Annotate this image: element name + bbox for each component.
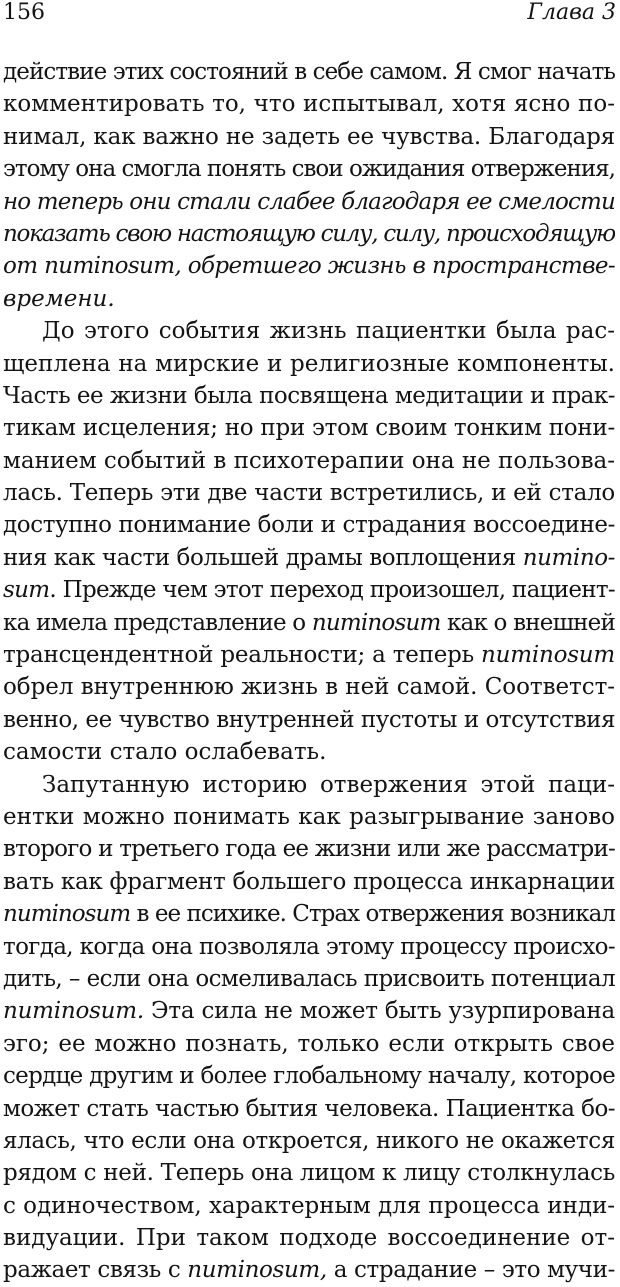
text-line [3,963,615,995]
italic-text-run: numinosum [311,609,441,636]
text-run: действие этих состояний в себе самом. Я смог начать [3,59,615,85]
text-line [3,412,615,444]
italic-text-run: показать свою настоящую силу, силу, происходящую [3,220,615,247]
text-line [3,380,615,412]
body-text [3,56,615,1287]
text-line [3,56,615,88]
text-run: . Прежде чем этот переход произошел, пациент- [49,577,615,604]
text-run: обрел внутреннюю жизнь в ней самой. Соответст- [3,674,615,701]
italic-text-run: numinosum [3,901,131,928]
text-line [3,348,615,380]
text-line [3,1060,615,1092]
italic-text-run: sum [3,577,50,604]
italic-text-run: времени. [3,285,115,312]
text-run: в ее психике. Страх отвержения возникал [130,901,615,928]
text-run: второго и третьего года ее жизни или же рассматри- [3,836,615,863]
chapter-title: Глава 3 [527,0,616,25]
text-line [3,607,615,639]
text-line [3,866,615,898]
text-run: щеплена на мирские и религиозные компоненты. [3,350,615,377]
italic-text-run: от numinosum, обретшего жизнь в пространстве- [3,253,615,280]
text-line [3,639,615,671]
text-line [3,574,615,606]
text-run: Эта сила не может быть узурпирована [143,998,615,1025]
text-line [3,898,615,930]
text-run: тогда, когда она позволяла этому процессу происхо- [3,933,615,960]
text-run: а страдание – это мучи- [326,1257,615,1284]
text-run: дить, – если она осмеливалась присвоить потенциал [3,965,615,992]
text-line [3,704,615,736]
text-line [3,1093,615,1125]
text-line [3,833,615,865]
text-run: сердце другим и более глобальному началу, которое [3,1063,615,1090]
text-run: ния как части большей драмы воплощения [3,544,523,571]
text-run: вать как фрагмент большего процесса инкарнации [3,868,615,895]
text-run: доступно понимание боли и страдания воссоедине- [3,512,615,539]
text-run: рядом с ней. Теперь она лицом к лицу столкнулась [3,1160,615,1187]
text-line [3,671,615,703]
text-run: комментировать то, что испытывал, хотя ясно по- [3,91,615,118]
text-run: может стать частью бытия человека. Пациентка бо- [3,1095,615,1122]
text-line [3,88,615,120]
text-line [3,1254,615,1286]
text-run: манием событий в психотерапии она не пользова- [3,447,615,474]
text-run: этому она смогла понять свои ожидания отвержения, [3,156,615,183]
italic-text-run: numinosum [481,642,615,669]
text-line [3,121,615,153]
text-line [3,283,615,315]
text-run: видуации. При таком подходе воссоединение от- [3,1225,615,1252]
text-run: самости стало ослабевать. [3,739,327,766]
text-line [3,1125,615,1157]
text-line [3,995,615,1027]
page-number: 156 [3,0,45,25]
text-line [3,153,615,185]
text-line [3,186,615,218]
text-line [3,1190,615,1222]
text-run: ялась, что если она откроется, никого не окажется [3,1127,615,1154]
text-run: венно, ее чувство внутренней пустоты и отсутствия [3,706,615,733]
text-run: ка имела представление о [3,609,312,636]
text-run: лась. Теперь эти две части встретились, и ей стало [3,480,615,507]
text-line [3,1157,615,1189]
text-line [3,769,615,801]
text-run: эго; ее можно познать, только если открыть свое [3,1030,615,1057]
italic-text-run: numino- [522,544,615,571]
text-line [3,931,615,963]
text-line [3,509,615,541]
text-run: с одиночеством, характерным для процесса инди- [3,1192,615,1219]
text-run: трансцендентной реальности; а теперь [3,642,482,669]
italic-text-run: но теперь они стали слабее благодаря ее смелости [3,188,615,215]
text-run: Часть ее жизни была посвящена медитации и прак- [3,382,615,409]
text-line [3,315,615,347]
text-run: ражает связь с [3,1257,188,1284]
text-run: нимал, как важно не задеть ее чувства. Благодаря [3,123,615,150]
text-run: ентки можно понимать как разыгрывание заново [3,803,615,830]
text-line [3,542,615,574]
italic-text-run: numinosum, [187,1257,327,1284]
italic-text-run: numinosum. [3,998,144,1025]
text-run: как о внешней [440,609,615,636]
text-line [3,1222,615,1254]
text-line [3,801,615,833]
text-line [3,1028,615,1060]
text-line [3,218,615,250]
text-line [3,445,615,477]
running-head [3,0,616,28]
text-run: Запутанную историю отвержения этой паци- [42,771,615,798]
text-run: тикам исцеления; но при этом своим тонким пони- [3,415,615,442]
text-line [3,250,615,282]
text-run: До этого события жизнь пациентки была рас- [42,318,615,345]
text-line [3,736,615,768]
text-line [3,477,615,509]
